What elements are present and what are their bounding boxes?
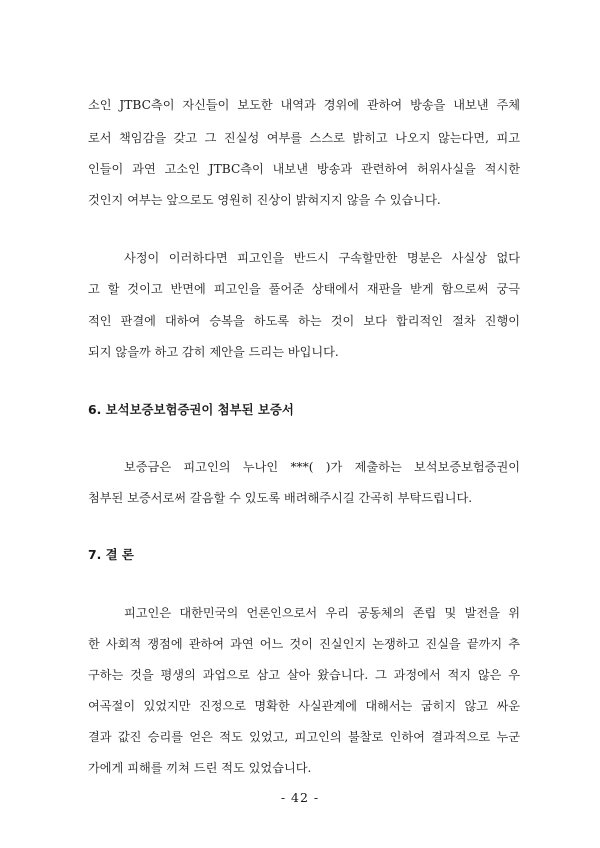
paragraph-line: 첨부된 보증서로써 갈음할 수 있도록 배려해주시길 간곡히 부탁드립니다. [88, 491, 473, 505]
paragraph-line: 피고인은 대한민국의 언론인으로서 우리 공동체의 존립 및 발전을 위 [124, 606, 520, 620]
paragraph-line: 보증금은 피고인의 누나인 ***( )가 제출하는 보석보증보험증권이 [124, 460, 520, 474]
paragraph-line: 인들이 과연 고소인 JTBC측이 내보낸 방송과 관련하여 허위사실을 적시한 [88, 162, 520, 176]
paragraph-line: 한 사회적 쟁점에 관하여 과연 어느 것이 진실인지 논쟁하고 진실을 끝까지 추 [88, 637, 520, 651]
paragraph-line: 것인지 여부는 앞으로도 영원히 진상이 밝혀지지 않을 수 있습니다. [88, 193, 441, 207]
paragraph-line: 구하는 것을 평생의 과업으로 삼고 살아 왔습니다. 그 과정에서 적지 않은 우 [88, 668, 520, 682]
page-number: - 42 - [280, 790, 320, 805]
section-heading: 7. 결 론 [88, 547, 134, 562]
paragraph-line: 사정이 이러하다면 피고인을 반드시 구속할만한 명분은 사실상 없다 [124, 251, 520, 265]
paragraph-line: 가에게 피해를 끼쳐 드린 적도 있었습니다. [88, 761, 312, 775]
section-heading: 6. 보석보증보험증권이 첨부된 보증서 [88, 402, 294, 417]
paragraph-line: 되지 않을까 하고 감히 제안을 드리는 바입니다. [88, 345, 339, 359]
paragraph-line: 로서 책임감을 갖고 그 진실성 여부를 스스로 밝히고 나오지 않는다면, 피고 [88, 131, 520, 145]
paragraph-line: 적인 판결에 대하여 승복을 하도록 하는 것이 보다 합리적인 절차 진행이 [88, 314, 520, 328]
paragraph-line: 여곡절이 있었지만 진정으로 명확한 사실관계에 대해서는 굽히지 않고 싸운 [88, 699, 520, 713]
paragraph-line: 소인 JTBC측이 자신들이 보도한 내역과 경위에 관하여 방송을 내보낸 주체 [88, 98, 520, 112]
paragraph-line: 고 할 것이고 반면에 피고인을 풀어준 상태에서 재판을 받게 함으로써 궁극 [88, 282, 520, 296]
paragraph-line: 결과 값진 승리를 얻은 적도 있었고, 피고인의 불찰로 인하여 결과적으로 누군 [88, 730, 520, 744]
